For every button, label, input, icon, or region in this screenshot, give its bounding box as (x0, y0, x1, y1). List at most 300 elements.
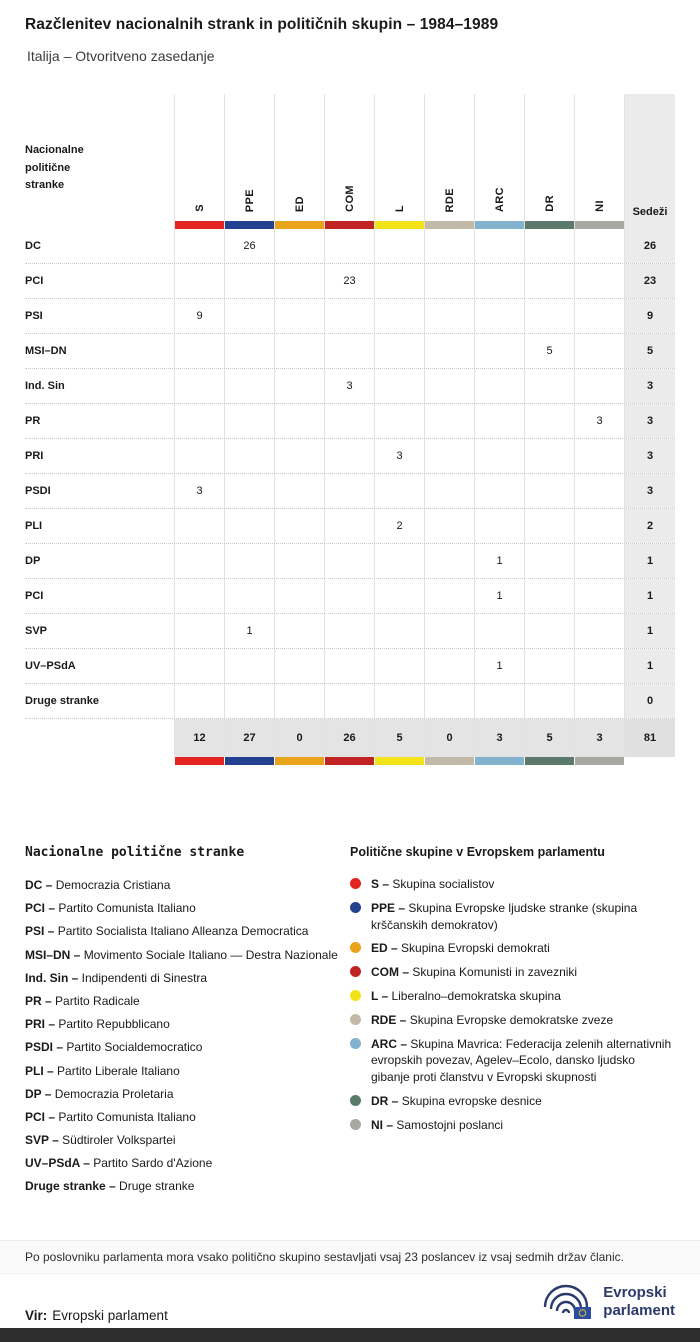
value-cell (575, 614, 625, 648)
group-header-label: L (393, 204, 406, 212)
ep-logo-line1: Evropski (603, 1284, 667, 1302)
group-abbr: PPE – (371, 900, 409, 915)
value-cell (575, 264, 625, 298)
value-cell (525, 649, 575, 683)
seats-cell: 0 (625, 684, 675, 718)
value-cell (475, 684, 525, 718)
value-cell (525, 299, 575, 333)
group-color-bar (575, 221, 624, 229)
seats-cell: 26 (625, 229, 675, 263)
party-name-cell: PSI (25, 299, 175, 333)
value-cell (325, 579, 375, 613)
party-abbr: Ind. Sin – (25, 970, 82, 985)
value-cell (375, 614, 425, 648)
value-cell (525, 474, 575, 508)
party-name-cell: DC (25, 229, 175, 263)
table-row (25, 579, 675, 614)
group-header-label: ARC (493, 186, 506, 212)
value-cell (225, 299, 275, 333)
seats-cell: 2 (625, 509, 675, 543)
group-legend-item (350, 1036, 675, 1086)
party-legend-item (25, 1039, 350, 1055)
group-full-name: Skupina evropske desnice (401, 1093, 542, 1108)
table-row (25, 509, 675, 544)
total-value-cell: 5 (375, 719, 425, 757)
group-header-cell-com (325, 94, 375, 229)
value-cell (175, 439, 225, 473)
value-cell (175, 404, 225, 438)
group-color-bar (325, 757, 375, 765)
legends (25, 845, 675, 1202)
footnote: Po poslovniku parlamenta mora vsako politično skupino sestavljati vsaj 23 poslancev iz vsaj sedmih držav članic. (0, 1240, 700, 1274)
value-cell (275, 684, 325, 718)
value-cell (275, 544, 325, 578)
legend-color-dot (350, 1038, 361, 1049)
value-cell (475, 404, 525, 438)
totals-row (25, 719, 675, 757)
group-legend (350, 845, 675, 1202)
total-value-cell: 5 (525, 719, 575, 757)
legend-color-dot (350, 1095, 361, 1106)
group-header-label: NI (593, 200, 606, 212)
value-cell (425, 334, 475, 368)
party-legend-item (25, 1016, 350, 1032)
party-full-name: Partito Socialista Italiano Alleanza Democratica (57, 924, 309, 939)
value-cell (475, 229, 525, 263)
value-cell (525, 229, 575, 263)
group-legend-text (371, 876, 675, 893)
value-cell (525, 614, 575, 648)
party-full-name: Partito Socialdemocratico (66, 1040, 203, 1055)
table-row (25, 439, 675, 474)
value-cell (525, 404, 575, 438)
party-abbr: UV–PSdA – (25, 1156, 94, 1171)
seats-cell: 3 (625, 369, 675, 403)
seats-cell: 23 (625, 264, 675, 298)
value-cell (375, 404, 425, 438)
table-row (25, 614, 675, 649)
value-cell (475, 264, 525, 298)
value-cell (225, 579, 275, 613)
group-full-name: Skupina socialistov (392, 877, 495, 891)
seats-cell: 5 (625, 334, 675, 368)
value-cell (225, 439, 275, 473)
party-legend-item (25, 1063, 350, 1079)
party-full-name: Movimento Sociale Italiano — Destra Nazionale (83, 947, 338, 962)
value-cell (375, 264, 425, 298)
value-cell (425, 404, 475, 438)
table-row (25, 369, 675, 404)
value-cell: 3 (575, 404, 625, 438)
party-abbr: PRI – (25, 1017, 59, 1032)
party-legend-item (25, 1109, 350, 1125)
value-cell (475, 509, 525, 543)
value-cell: 2 (375, 509, 425, 543)
group-legend-item (350, 988, 675, 1005)
group-legend-text (371, 1093, 675, 1110)
group-full-name: Skupina Komunisti in zavezniki (412, 965, 578, 980)
value-cell (575, 334, 625, 368)
value-cell (525, 544, 575, 578)
value-cell (525, 684, 575, 718)
group-header-label: COM (343, 185, 356, 212)
total-seats-cell: 81 (625, 719, 675, 757)
group-full-name: Skupina Evropske demokratske zveze (409, 1012, 614, 1027)
party-legend-item (25, 993, 350, 1009)
legend-color-dot (350, 990, 361, 1001)
group-header-label: RDE (443, 187, 456, 212)
group-abbr: COM – (371, 965, 413, 980)
value-cell: 1 (225, 614, 275, 648)
value-cell (375, 229, 425, 263)
value-cell (225, 649, 275, 683)
group-abbr: RDE – (371, 1012, 410, 1027)
group-header-label: ED (293, 195, 306, 212)
group-legend-list (350, 876, 675, 1134)
value-cell (225, 544, 275, 578)
value-cell (175, 684, 225, 718)
value-cell (425, 369, 475, 403)
party-full-name: Partito Sardo d'Azione (93, 1156, 213, 1171)
group-full-name: Skupina Evropski demokrati (401, 941, 550, 956)
table-row (25, 299, 675, 334)
value-cell (175, 369, 225, 403)
value-cell: 3 (375, 439, 425, 473)
party-legend-item (25, 877, 350, 893)
group-legend-item (350, 940, 675, 957)
group-header-cell-rde (425, 94, 475, 229)
value-cell (275, 474, 325, 508)
total-value-cell: 3 (475, 719, 525, 757)
value-cell (375, 474, 425, 508)
seats-cell: 9 (625, 299, 675, 333)
total-value-cell: 26 (325, 719, 375, 757)
party-name-cell: SVP (25, 614, 175, 648)
value-cell: 1 (475, 544, 525, 578)
value-cell (275, 579, 325, 613)
group-header-cell-ed (275, 94, 325, 229)
value-cell (225, 509, 275, 543)
ep-logo (540, 1282, 675, 1322)
value-cell (575, 509, 625, 543)
group-color-bar (375, 221, 424, 229)
table-row (25, 649, 675, 684)
value-cell (225, 264, 275, 298)
value-cell (425, 649, 475, 683)
group-legend-item (350, 1093, 675, 1110)
group-header-cell-l (375, 94, 425, 229)
totals-empty-cell (25, 719, 175, 757)
party-abbr: PCI – (25, 1109, 59, 1124)
value-cell (275, 369, 325, 403)
party-abbr: PLI – (25, 1063, 58, 1078)
party-name-cell: PRI (25, 439, 175, 473)
legend-color-dot (350, 1014, 361, 1025)
seats-cell: 1 (625, 544, 675, 578)
group-color-bar (475, 757, 525, 765)
group-color-bar (225, 757, 275, 765)
party-abbr: Druge stranke – (25, 1179, 120, 1194)
value-cell (375, 544, 425, 578)
value-cell (325, 299, 375, 333)
value-cell (175, 509, 225, 543)
total-value-cell: 27 (225, 719, 275, 757)
value-cell (325, 684, 375, 718)
group-header-label: DR (543, 195, 556, 212)
party-full-name: Partito Repubblicano (58, 1017, 170, 1032)
group-header-cell-s (175, 94, 225, 229)
spacer-cell (25, 757, 175, 765)
party-abbr: PSI – (25, 924, 58, 939)
group-abbr: S – (371, 877, 393, 891)
group-color-bar (275, 757, 325, 765)
value-cell (325, 439, 375, 473)
party-name-cell: Ind. Sin (25, 369, 175, 403)
group-legend-text (371, 988, 675, 1005)
value-cell (275, 229, 325, 263)
total-value-cell: 0 (275, 719, 325, 757)
group-color-bar (175, 757, 225, 765)
legend-color-dot (350, 966, 361, 977)
value-cell (425, 509, 475, 543)
value-cell (175, 334, 225, 368)
value-cell (175, 649, 225, 683)
party-abbr: MSI–DN – (25, 947, 84, 962)
group-color-bar (175, 221, 224, 229)
party-full-name: Druge stranke (119, 1179, 195, 1194)
value-cell (225, 369, 275, 403)
party-legend-item (25, 1178, 350, 1194)
value-cell (325, 404, 375, 438)
group-color-bar (225, 221, 274, 229)
value-cell (575, 474, 625, 508)
party-name-cell: PCI (25, 579, 175, 613)
group-header-cell-dr (525, 94, 575, 229)
value-cell (525, 369, 575, 403)
table-row (25, 334, 675, 369)
group-header-cell-ni (575, 94, 625, 229)
group-legend-item (350, 1117, 675, 1134)
seats-cell: 3 (625, 474, 675, 508)
group-full-name: Skupina Mavrica: Federacija zelenih alternativnih evropskih povezav, Agelev–Ecolo, dansko ljudsko gibanje proti članstvu v Evropski skupnosti (371, 1036, 672, 1085)
value-cell (325, 229, 375, 263)
party-abbr: SVP – (25, 1133, 63, 1148)
value-cell: 23 (325, 264, 375, 298)
group-color-bar (525, 221, 574, 229)
value-cell (325, 474, 375, 508)
value-cell (275, 614, 325, 648)
party-abbr: PSDI – (25, 1040, 67, 1055)
value-cell (475, 439, 525, 473)
corner-header-cell (25, 94, 175, 229)
party-abbr: DC – (25, 878, 56, 892)
value-cell (175, 544, 225, 578)
ep-hemicycle-icon (540, 1282, 594, 1322)
group-legend-item (350, 964, 675, 981)
group-full-name: Liberalno–demokratska skupina (391, 988, 561, 1003)
value-cell (225, 404, 275, 438)
party-full-name: Partito Liberale Italiano (57, 1063, 180, 1078)
table-row (25, 684, 675, 719)
table-row (25, 544, 675, 579)
group-header-label: PPE (243, 188, 256, 212)
group-full-name: Skupina Evropske ljudske stranke (skupina krščanskih demokratov) (371, 900, 638, 932)
total-value-cell: 0 (425, 719, 475, 757)
total-value-cell: 12 (175, 719, 225, 757)
source-label: Vir: (25, 1308, 48, 1323)
party-abbr: PCI – (25, 901, 59, 916)
party-full-name: Partito Comunista Italiano (58, 901, 196, 916)
value-cell (325, 649, 375, 683)
party-legend-list (25, 877, 350, 1195)
value-cell (325, 509, 375, 543)
group-abbr: ED – (371, 941, 402, 956)
value-cell (575, 649, 625, 683)
value-cell (425, 474, 475, 508)
party-legend-item (25, 970, 350, 986)
value-cell (425, 684, 475, 718)
value-cell (225, 334, 275, 368)
table-row (25, 404, 675, 439)
group-abbr: DR – (371, 1093, 402, 1108)
group-legend-text (371, 900, 675, 934)
value-cell (275, 334, 325, 368)
party-full-name: Democrazia Cristiana (55, 878, 171, 892)
seats-cell: 1 (625, 579, 675, 613)
value-cell (475, 334, 525, 368)
legend-color-dot (350, 878, 361, 889)
table-row (25, 229, 675, 264)
value-cell (325, 614, 375, 648)
value-cell (275, 439, 325, 473)
value-cell (375, 334, 425, 368)
group-abbr: ARC – (371, 1036, 411, 1051)
ep-logo-text (603, 1284, 675, 1319)
table-row (25, 474, 675, 509)
party-abbr: DP – (25, 1086, 55, 1101)
value-cell (525, 579, 575, 613)
value-cell (175, 579, 225, 613)
party-name-cell: MSI–DN (25, 334, 175, 368)
corner-header-label: Nacionalne politične stranke (25, 144, 84, 192)
seats-cell: 1 (625, 649, 675, 683)
value-cell (325, 334, 375, 368)
value-cell: 1 (475, 649, 525, 683)
value-cell (575, 684, 625, 718)
party-name-cell: UV–PSdA (25, 649, 175, 683)
party-full-name: Partito Comunista Italiano (58, 1109, 196, 1124)
value-cell (275, 649, 325, 683)
table-header-row (25, 94, 675, 229)
group-full-name: Samostojni poslanci (396, 1117, 504, 1132)
group-legend-item (350, 900, 675, 934)
value-cell: 5 (525, 334, 575, 368)
value-cell: 1 (475, 579, 525, 613)
value-cell (175, 614, 225, 648)
group-color-bar (375, 757, 425, 765)
source-line (25, 1308, 168, 1323)
party-legend-item (25, 1086, 350, 1102)
party-legend (25, 845, 350, 1202)
value-cell (425, 439, 475, 473)
value-cell (425, 544, 475, 578)
value-cell (575, 439, 625, 473)
value-cell (175, 229, 225, 263)
value-cell (475, 614, 525, 648)
value-cell (425, 264, 475, 298)
value-cell (425, 614, 475, 648)
page-title: Razčlenitev nacionalnih strank in političnih skupin – 1984–1989 (25, 16, 499, 33)
seats-cell: 1 (625, 614, 675, 648)
value-cell (525, 439, 575, 473)
legend-color-dot (350, 902, 361, 913)
party-legend-item (25, 1132, 350, 1148)
group-legend-title: Politične skupine v Evropskem parlamentu (350, 845, 605, 859)
value-cell (525, 264, 575, 298)
group-legend-item (350, 876, 675, 893)
value-cell: 3 (325, 369, 375, 403)
value-cell (275, 264, 325, 298)
seats-cell: 3 (625, 404, 675, 438)
party-name-cell: PSDI (25, 474, 175, 508)
group-header-label: S (193, 204, 206, 212)
party-name-cell: Druge stranke (25, 684, 175, 718)
group-color-bar (325, 221, 374, 229)
party-legend-title: Nacionalne politične stranke (25, 845, 245, 860)
value-cell (375, 649, 425, 683)
value-cell (225, 474, 275, 508)
group-legend-text (371, 1012, 675, 1029)
group-color-bar (575, 757, 625, 765)
value-cell (475, 474, 525, 508)
value-cell (375, 684, 425, 718)
value-cell (375, 299, 425, 333)
value-cell (225, 684, 275, 718)
value-cell (375, 369, 425, 403)
value-cell (475, 299, 525, 333)
group-color-bar (275, 221, 324, 229)
group-legend-item (350, 1012, 675, 1029)
value-cell (425, 579, 475, 613)
value-cell (525, 509, 575, 543)
party-name-cell: DP (25, 544, 175, 578)
value-cell (425, 229, 475, 263)
party-legend-item (25, 1155, 350, 1171)
value-cell: 26 (225, 229, 275, 263)
group-abbr: L – (371, 988, 392, 1003)
bottom-bar (0, 1328, 700, 1342)
group-color-bar (425, 221, 474, 229)
value-cell (175, 264, 225, 298)
legend-color-dot (350, 1119, 361, 1130)
party-legend-item (25, 900, 350, 916)
value-cell (575, 299, 625, 333)
party-name-cell: PCI (25, 264, 175, 298)
seats-cell: 3 (625, 439, 675, 473)
group-legend-text (371, 1036, 675, 1086)
page-subtitle: Italija – Otvoritveno zasedanje (27, 48, 215, 64)
group-legend-text (371, 964, 675, 981)
total-value-cell: 3 (575, 719, 625, 757)
legend-color-dot (350, 942, 361, 953)
ep-logo-line2: parlament (603, 1302, 675, 1319)
spacer-cell (625, 757, 675, 765)
party-legend-item (25, 947, 350, 963)
group-header-cell-arc (475, 94, 525, 229)
party-full-name: Democrazia Proletaria (54, 1086, 174, 1101)
seats-header-cell: Sedeži (625, 94, 675, 229)
value-cell (575, 369, 625, 403)
